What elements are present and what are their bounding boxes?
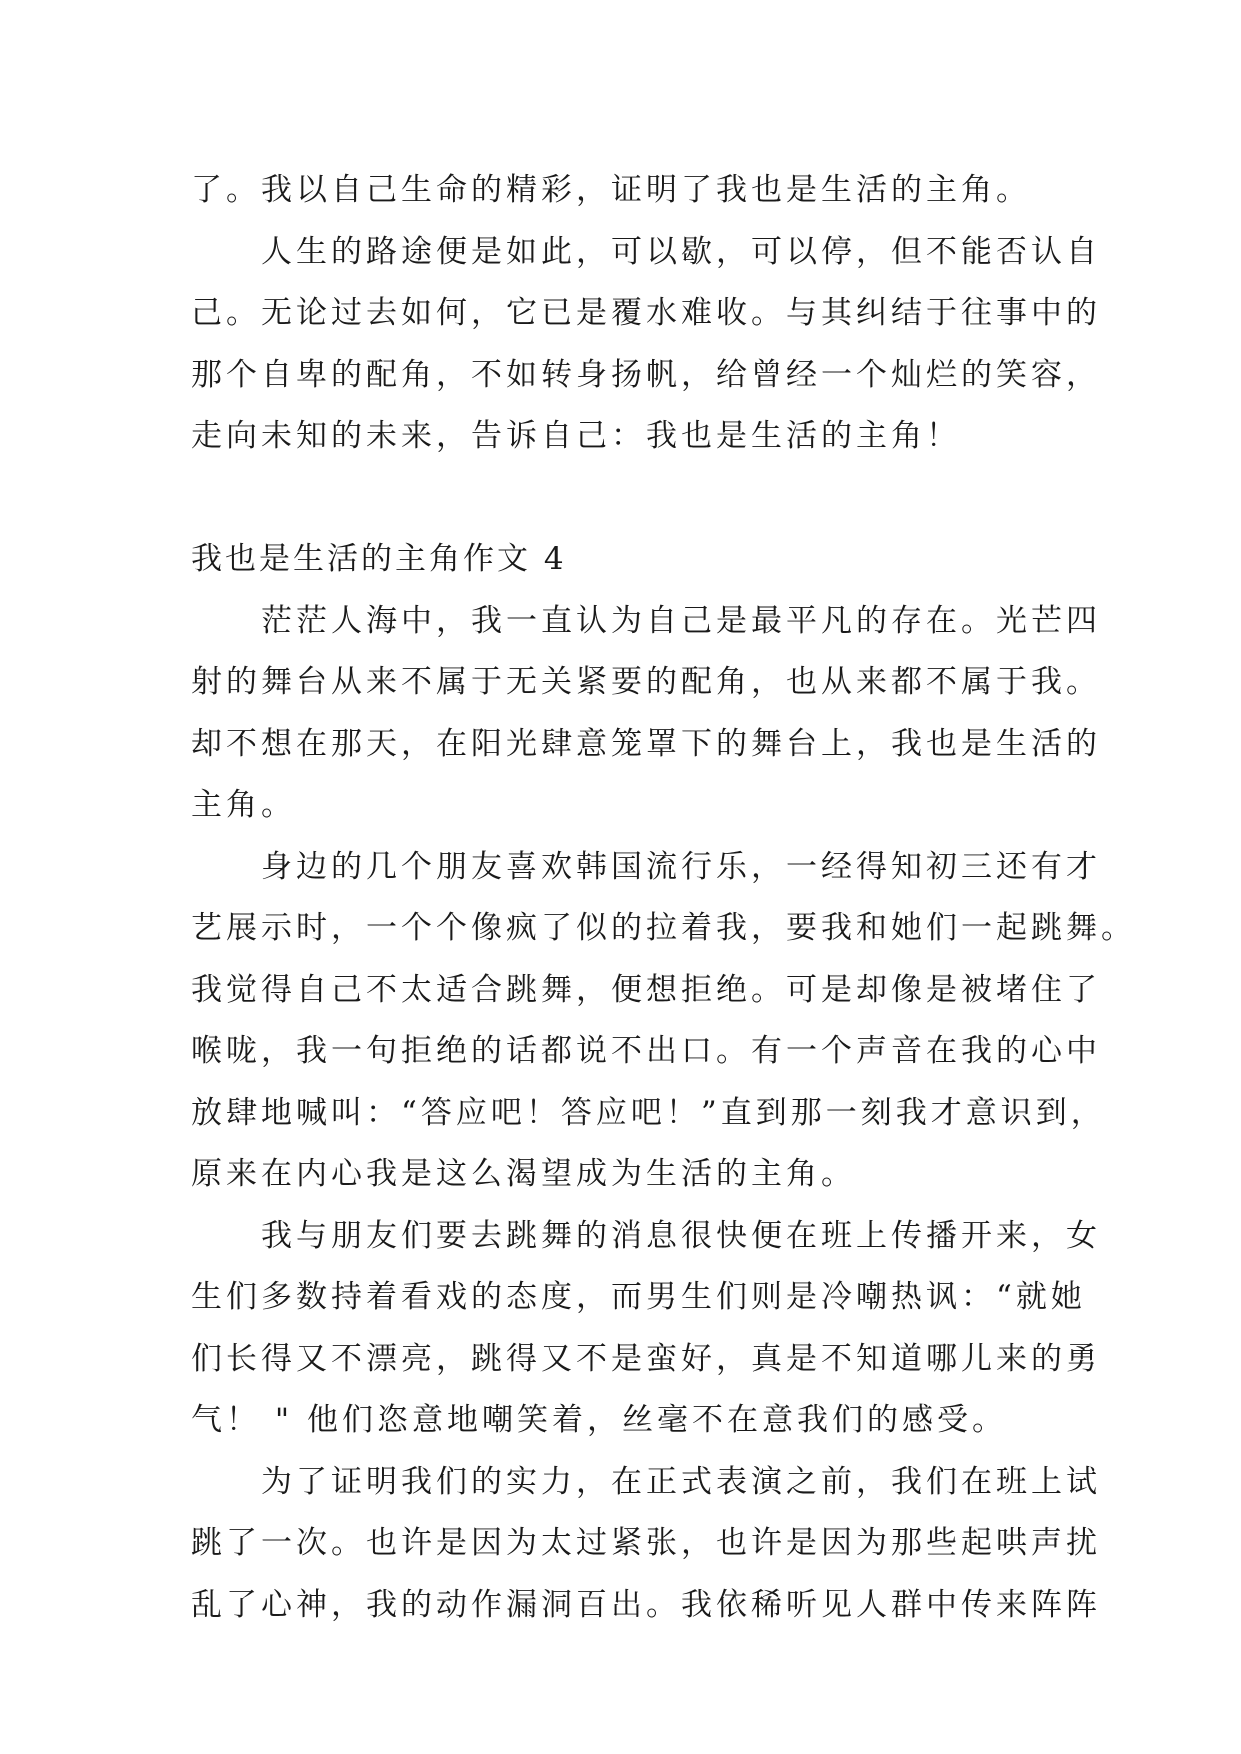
text-line: 我与朋友们要去跳舞的消息很快便在班上传播开来，女 [261,1217,1101,1254]
paragraph [191,222,1101,468]
text-line: 们长得又不漂亮，跳得又不是蛮好，真是不知道哪儿来的勇 [191,1340,1101,1377]
text-line: 了。我以自己生命的精彩，证明了我也是生活的主角。 [191,172,1031,208]
text-line: 乱了心神，我的动作漏洞百出。我依稀听见人群中传来阵阵 [191,1586,1101,1623]
text-line: 气！ " 他们恣意地嘲笑着，丝毫不在意我们的感受。 [191,1402,1007,1438]
paragraph [191,1206,1101,1452]
text-line: 原来在内心我是这么渴望成为生活的主角。 [191,1156,856,1192]
text-line: 我觉得自己不太适合跳舞，便想拒绝。可是却像是被堵住了 [191,971,1101,1008]
text-line: 喉咙，我一句拒绝的话都说不出口。有一个声音在我的心中 [191,1033,1101,1069]
text-line: 主角。 [191,787,296,823]
text-line: 己。无论过去如何，它已是覆水难收。与其纠结于往事中的 [191,295,1101,331]
text-line: 那个自卑的配角，不如转身扬帆，给曾经一个灿烂的笑容， [191,356,1101,393]
section-heading: 我也是生活的主角作文 4 [191,541,567,577]
paragraph [191,591,1101,837]
text-line: 走向未知的未来，告诉自己：我也是生活的主角！ [191,418,961,454]
text-line: 艺展示时，一个个像疯了似的拉着我，要我和她们一起跳舞。 [191,910,1136,946]
text-line: 却不想在那天，在阳光肆意笼罩下的舞台上，我也是生活的 [191,725,1101,762]
text-line: 人生的路途便是如此，可以歇，可以停，但不能否认自 [261,233,1101,270]
text-line: 身边的几个朋友喜欢韩国流行乐，一经得知初三还有才 [261,848,1101,885]
text-line: 跳了一次。也许是因为太过紧张，也许是因为那些起哄声扰 [191,1525,1101,1561]
text-line: 生们多数持着看戏的态度，而男生们则是冷嘲热讽：“就她 [191,1279,1086,1315]
paragraph [191,1452,1101,1637]
text-line: 射的舞台从来不属于无关紧要的配角，也从来都不属于我。 [191,664,1101,700]
text-line: 为了证明我们的实力，在正式表演之前，我们在班上试 [261,1463,1101,1500]
document-body [191,160,1136,1636]
text-line: 放肆地喊叫：“答应吧！答应吧！”直到那一刻我才意识到， [191,1094,1106,1131]
text-line: 茫茫人海中，我一直认为自己是最平凡的存在。光芒四 [261,602,1101,639]
paragraph [191,837,1136,1206]
paragraph-continuation [191,160,1061,222]
